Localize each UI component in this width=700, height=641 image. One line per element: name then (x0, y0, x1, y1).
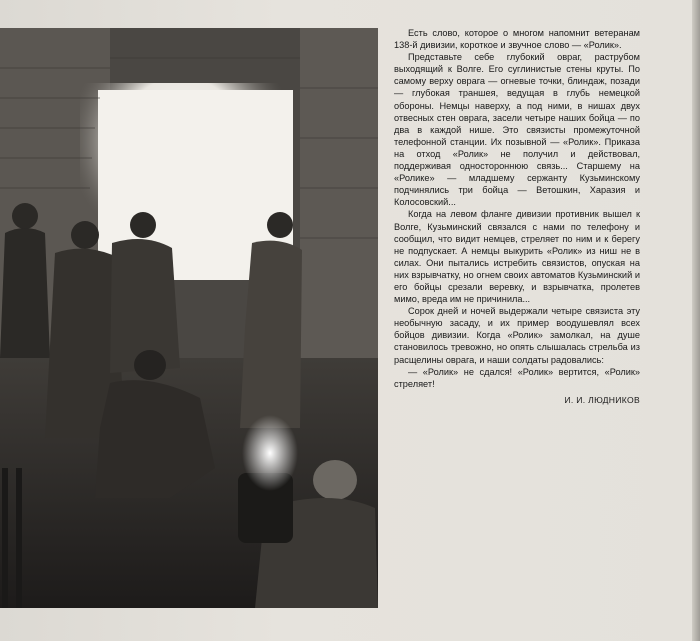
paragraph: Представьте себе глубокий овраг, раструбом выходящий к Волге. Его суглинистые стены круты. По самому верху оврага — огневые точки, блиндаж, позади — глубокая траншея, ведущая в глубь немецкой обороны. Немцы наверху, а под ними, в нишах двух отвесных стен оврага, засели четыре наших бойца — по два в каждой нише. Это связисты промежуточной телефонной станции. Их позывной — «Ролик». Приказа на отход «Ролик» не получил и действовал, поддерживая одностороннюю связь... Старшему на «Ролике» — младшему сержанту Кузьминскому подчинялись три бойца — Ветошкин, Харазия и Колосовский... (394, 52, 640, 208)
paragraph: Когда на левом фланге дивизии противник вышел к Волге, Кузьминский связался с нами по телефону и сообщил, что видит немцев, стреляет по ним и к берегу не подпускает. А немцы выкурить «Ролик» из ниш не в силах. Они пытались истребить связистов, опуская на них взрывчатку, но огнем своих автоматов Кузьминский и его бойцы срезали веревку, и взрывчатка, пролетев мимо, вреда им не причинила... (394, 209, 640, 305)
author-signature: И. И. ЛЮДНИКОВ (564, 394, 640, 405)
photo-image (0, 28, 378, 608)
paragraph: Есть слово, которое о многом напомнит ветеранам 138-й дивизии, короткое и звучное слово — «Ролик». (394, 28, 640, 51)
paragraph: Сорок дней и ночей выдержали четыре связиста эту необычную засаду, и их пример воодушевлял всех бойцов дивизии. Когда «Ролик» замолкал, на душе становилось тревожно, но опять слышалась стрельба из расщелины оврага, и наши солдаты радовались: (394, 306, 640, 365)
war-photograph (0, 28, 378, 608)
page-gutter (692, 0, 700, 641)
paragraph: — «Ролик» не сдался! «Ролик» вертится, «Ролик» стреляет! (394, 366, 640, 389)
article-text (394, 27, 640, 406)
